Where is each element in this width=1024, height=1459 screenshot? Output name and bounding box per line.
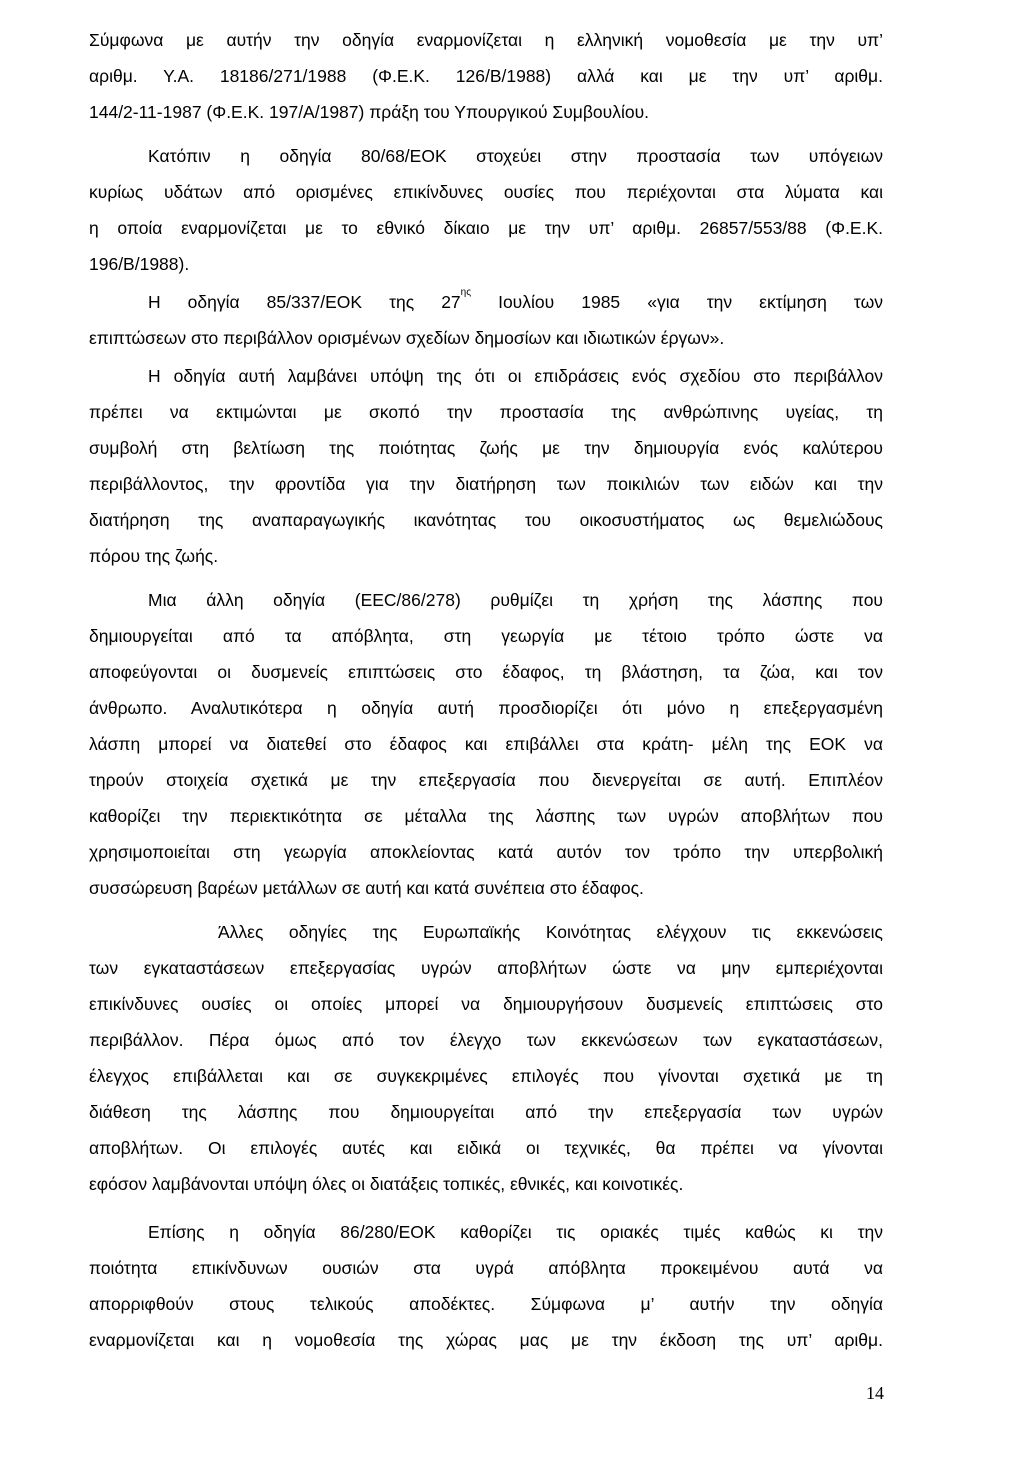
text-line: Κατόπιν η οδηγία 80/68/ΕΟΚ στοχεύει στην προστασία των υπόγειων	[148, 146, 883, 166]
text-line: πρέπει να εκτιμώνται με σκοπό την προστασία της ανθρώπινης υγείας, τη	[89, 402, 883, 422]
text-line: αποβλήτων. Οι επιλογές αυτές και ειδικά οι τεχνικές, θα πρέπει να γίνονται	[89, 1138, 883, 1158]
text-line: επικίνδυνες ουσίες οι οποίες μπορεί να δημιουργήσουν δυσμενείς επιπτώσεις στο	[89, 994, 883, 1014]
text-line: εφόσον λαμβάνονται υπόψη όλες οι διατάξεις τοπικές, εθνικές, και κοινοτικές.	[89, 1174, 684, 1194]
text-line: κυρίως υδάτων από ορισμένες επικίνδυνες ουσίες που περιέχονται στα λύματα και	[89, 182, 883, 202]
text-line: έλεγχος επιβάλλεται και σε συγκεκριμένες επιλογές που γίνονται σχετικά με τη	[89, 1066, 883, 1086]
text-line: τηρούν στοιχεία σχετικά με την επεξεργασία που διενεργείται σε αυτή. Επιπλέον	[89, 770, 883, 790]
text-line: συμβολή στη βελτίωση της ποιότητας ζωής με την δημιουργία ενός καλύτερου	[89, 438, 883, 458]
text-line: Μια άλλη οδηγία (ΕΕC/86/278) ρυθμίζει τη χρήση της λάσπης που	[148, 590, 883, 610]
text-line: διατήρηση της αναπαραγωγικής ικανότητας του οικοσυστήματος ως θεμελιώδους	[89, 510, 883, 530]
text-line: αριθμ. Υ.Α. 18186/271/1988 (Φ.Ε.Κ. 126/Β/1988) αλλά και με την υπ’ αριθμ.	[89, 66, 883, 86]
page-number: 14	[866, 1383, 884, 1403]
text-line: συσσώρευση βαρέων μετάλλων σε αυτή και κατά συνέπεια στο έδαφος.	[89, 878, 644, 898]
text-line	[148, 287, 883, 312]
text-line: διάθεση της λάσπης που δημιουργείται από την επεξεργασία των υγρών	[89, 1102, 883, 1122]
text-line: καθορίζει την περιεκτικότητα σε μέταλλα της λάσπης των υγρών αποβλήτων που	[89, 806, 883, 826]
text-line: Άλλες οδηγίες της Ευρωπαϊκής Κοινότητας ελέγχουν τις εκκενώσεις	[218, 922, 883, 942]
text-line: δημιουργείται από τα απόβλητα, στη γεωργία με τέτοιο τρόπο ώστε να	[89, 626, 883, 646]
text-line: 196/Β/1988).	[89, 254, 190, 274]
text-line: Επίσης η οδηγία 86/280/ΕΟΚ καθορίζει τις οριακές τιμές καθώς κι την	[148, 1222, 883, 1242]
text-line: εναρμονίζεται και η νομοθεσία της χώρας μας με την έκδοση της υπ’ αριθμ.	[89, 1330, 883, 1350]
text-line: Η οδηγία αυτή λαμβάνει υπόψη της ότι οι επιδράσεις ενός σχεδίου στο περιβάλλον	[148, 366, 883, 386]
superscript: ης	[460, 287, 472, 299]
text-line: περιβάλλον. Πέρα όμως από τον έλεγχο των εκκενώσεων των εγκαταστάσεων,	[89, 1030, 883, 1050]
text-line: η οποία εναρμονίζεται με το εθνικό δίκαιο με την υπ’ αριθμ. 26857/553/88 (Φ.Ε.Κ.	[89, 218, 883, 238]
text-line: λάσπη μπορεί να διατεθεί στο έδαφος και επιβάλλει στα κράτη- μέλη της ΕΟΚ να	[89, 734, 883, 754]
text-run: Ιουλίου 1985 «για την εκτίμηση των	[471, 292, 883, 312]
text-line: αποφεύγονται οι δυσμενείς επιπτώσεις στο έδαφος, τη βλάστηση, τα ζώα, και τον	[89, 662, 883, 682]
text-line: άνθρωπο. Αναλυτικότερα η οδηγία αυτή προσδιορίζει ότι μόνο η επεξεργασμένη	[89, 698, 883, 718]
text-line: 144/2-11-1987 (Φ.Ε.Κ. 197/Α/1987) πράξη του Υπουργικού Συμβουλίου.	[89, 102, 650, 122]
text-line: ποιότητα επικίνδυνων ουσιών στα υγρά απόβλητα προκειμένου αυτά να	[89, 1258, 883, 1278]
text-line: των εγκαταστάσεων επεξεργασίας υγρών αποβλήτων ώστε να μην εμπεριέχονται	[89, 958, 883, 978]
text-line: Σύμφωνα με αυτήν την οδηγία εναρμονίζεται η ελληνική νομοθεσία με την υπ’	[89, 30, 883, 50]
text-run: Η οδηγία 85/337/ΕΟΚ της 27	[148, 292, 461, 312]
text-line: επιπτώσεων στο περιβάλλον ορισμένων σχεδίων δημοσίων και ιδιωτικών έργων».	[89, 328, 725, 348]
text-line: χρησιμοποιείται στη γεωργία αποκλείοντας κατά αυτόν τον τρόπο την υπερβολική	[89, 842, 883, 862]
text-line: πόρου της ζωής.	[89, 546, 219, 566]
text-line: περιβάλλοντος, την φροντίδα για την διατήρηση των ποικιλιών των ειδών και την	[89, 474, 883, 494]
text-line: απορριφθούν στους τελικούς αποδέκτες. Σύμφωνα μ’ αυτήν την οδηγία	[89, 1294, 883, 1314]
